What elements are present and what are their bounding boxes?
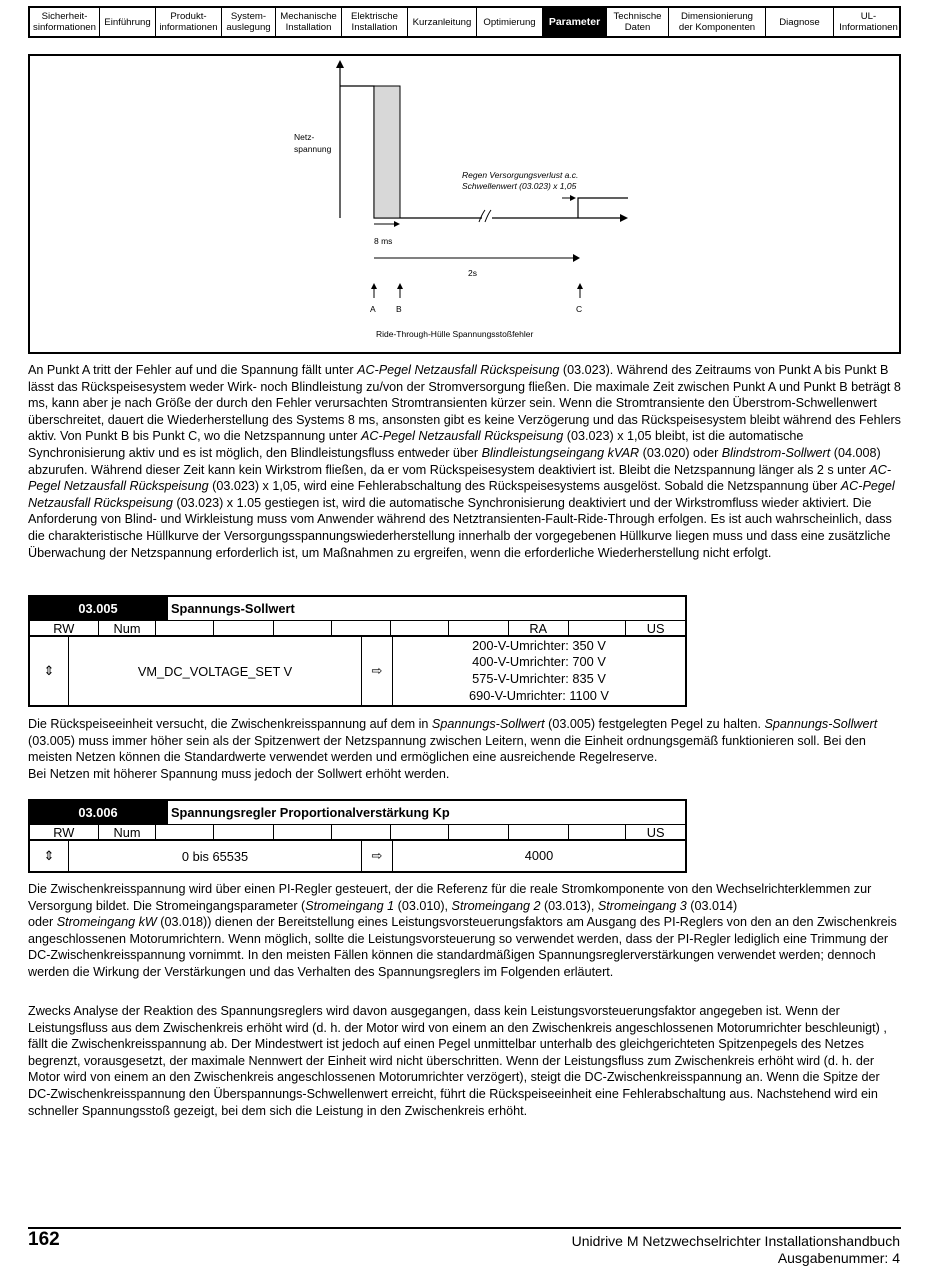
parameter-name: Spannungs-Sollwert xyxy=(166,597,685,620)
nav-tab-elektrische-installation[interactable]: Elektrische Installation xyxy=(342,8,408,36)
flag-cell: Num xyxy=(99,825,157,839)
manual-title: Unidrive M Netzwechselrichter Installationshandbuch xyxy=(571,1233,900,1249)
flag-cell xyxy=(332,825,392,839)
text-run: An Punkt A tritt der Fehler auf und die Spannung fällt unter xyxy=(28,363,358,377)
nav-tab-ul-informationen[interactable]: UL- Informationen xyxy=(839,11,898,33)
flag-cell xyxy=(274,621,332,635)
parameter-name: Spannungsregler Proportionalverstärkung Kp xyxy=(166,801,685,824)
nav-tab-technische-daten[interactable]: Technische Daten xyxy=(607,8,669,36)
parameter-reference: Stromeingang kW xyxy=(56,915,157,930)
default-value: 400-V-Umrichter: 700 V xyxy=(472,654,606,670)
parameter-reference: AC-Pegel Netzausfall Rückspeisung xyxy=(357,363,560,377)
text-run: Bei Netzen mit höherer Spannung muss jedoch der Sollwert erhöht werden. xyxy=(28,766,450,781)
nav-tab-mechanische-installation[interactable]: Mechanische Installation xyxy=(276,8,342,36)
footer-rule xyxy=(28,1227,901,1229)
default-arrow-icon: ⇨ xyxy=(362,637,393,705)
flag-cell xyxy=(391,621,449,635)
arrow-8ms-head xyxy=(394,221,400,227)
parameter-range: VM_DC_VOLTAGE_SET V xyxy=(69,637,362,705)
nav-tab-einführung[interactable]: Einführung xyxy=(100,8,156,36)
parameter-number: 03.005 xyxy=(30,597,166,620)
parameter-reference: Stromeingang 3 xyxy=(597,898,687,913)
point-c-arrowhead xyxy=(577,283,583,289)
text-run: (03.018)) dienen der Bereitstellung eines Leistungsvorsteuerungsfaktors am Ausgang des PI-Reglers von den an den Zwischenkreis angeschlossenen Motorumrichtern. Wenn möglich, sollte die Leistungsvorsteuerung so verwendet werden, dass der PI-Regler lediglich eine Trimmung der DC-Zwischenkreisspannung vornimmt. In den meisten Fällen können die standardmäßigen Spannungsreglerverstärkungen verwendet werden; dennoch werden die Wirkung der Verstärkungen und das Verhalten des Spannungsreglers im Folgenden erläutert. xyxy=(28,915,897,979)
arrow-2s-head xyxy=(573,254,580,262)
ride-through-diagram xyxy=(28,54,901,354)
flag-cell: RW xyxy=(30,621,99,635)
flag-cell: Num xyxy=(99,621,157,635)
parameter-reference: AC-Pegel Netzausfall Rückspeisung xyxy=(28,479,895,510)
issue-number: Ausgabenummer: 4 xyxy=(777,1249,900,1266)
flag-cell xyxy=(214,621,274,635)
parameter-reference: AC-Pegel Netzausfall Rückspeisung xyxy=(361,429,564,444)
parameter-reference: Spannungs-Sollwert xyxy=(764,717,878,731)
page-number: 162 xyxy=(28,1229,60,1250)
flag-cell: RW xyxy=(30,825,99,839)
nav-tab-diagnose[interactable]: Diagnose xyxy=(766,8,834,36)
parameter-reference: Stromeingang 2 xyxy=(451,898,541,913)
point-c-label: C xyxy=(576,304,583,314)
text-run: (03.005) muss immer höher sein als der Spitzenwert der Netzspannung zwischen Leitern, wenn die Einheit ordnungsgemäß funktionieren soll. Bei den meisten Netzen können die Standardwerte verwendet werden und ermöglichen eine ausreichende Regelreserve. xyxy=(28,733,866,765)
flag-cell xyxy=(214,825,274,839)
default-value: 575-V-Umrichter: 835 V xyxy=(472,671,606,686)
flag-cell xyxy=(156,825,214,839)
paragraph-3 xyxy=(28,881,903,981)
point-a-label: A xyxy=(370,304,376,314)
parameter-body xyxy=(30,841,685,871)
text-run: oder xyxy=(28,915,57,930)
text-run: (03.014) xyxy=(686,898,738,913)
nav-tab-dimensionierung-der-komponenten[interactable]: Dimensionierung der Komponenten xyxy=(669,8,766,36)
text-run: (03.013), xyxy=(540,898,598,913)
point-b-arrowhead xyxy=(397,283,403,289)
parameter-reference: AC-Pegel Netzausfall Rückspeisung xyxy=(28,462,892,494)
flag-cell xyxy=(391,825,449,839)
y-axis-label-2: spannung xyxy=(294,144,332,154)
regen-label-2: Schwellenwert (03.023) x 1,05 xyxy=(462,181,577,191)
flag-cell xyxy=(449,621,509,635)
y-axis-label-1: Netz- xyxy=(294,132,315,142)
default-value: 4000 xyxy=(524,847,554,863)
label-8ms: 8 ms xyxy=(374,236,393,246)
parameter-header xyxy=(30,597,685,621)
text-run: (03.010), xyxy=(394,898,452,913)
parameter-table-03005 xyxy=(28,595,687,707)
label-2s: 2s xyxy=(468,268,477,278)
nav-tab-kurzanleitung[interactable]: Kurzanleitung xyxy=(408,8,477,36)
parameter-reference: Stromeingang 1 xyxy=(305,898,395,913)
text-run: (04.008) abzurufen. Während dieser Zeit kann kein Wirkstrom fließen, da er vom Rückspeisesystem deaktiviert ist. Bleibt die Netzspannung länger als 2 s unter xyxy=(28,445,881,477)
default-value: 690-V-Umrichter: 1100 V xyxy=(469,687,609,703)
voltage-curve xyxy=(340,86,482,218)
parameter-reference: Blindleistungseingang kVAR xyxy=(481,445,640,460)
parameter-flags xyxy=(30,825,685,841)
flag-cell: RA xyxy=(509,621,569,635)
bidirectional-icon: ⇕ xyxy=(30,637,69,705)
text-run: Die Zwischenkreisspannung wird über einen PI-Regler gesteuert, der die Referenz für die reale Stromkomponente von den Wechselrichterklemmen zur Versorgung bildet. Die Stromeingangsparameter ( xyxy=(28,882,872,913)
parameter-reference: Spannungs-Sollwert xyxy=(431,717,545,731)
paragraph-1 xyxy=(28,362,903,561)
ride-through-svg xyxy=(30,56,899,352)
flag-cell xyxy=(332,621,392,635)
regen-label-1: Regen Versorgungsverlust a.c. xyxy=(462,170,579,180)
threshold-arrowhead xyxy=(570,195,576,201)
flag-cell xyxy=(274,825,332,839)
text-run: (03.023). Während des Zeitraums von Punkt A bis Punkt B lässt das Rückspeisesystem weder Wirk- noch Blindleistung zu/von der Stromversorgung fließen. Die maximale Zeit zwischen Punkt A und Punkt B beträgt 8 ms, kann aber je nach Größe der durch den Fehler verursachten Stromtransienten kürzer sein. Wenn die Stromtransiente den Überstrom-Schwellenwert überschreitet, dauert die Wiederherstellung des Systems 8 ms, ansonsten gibt es keine Verzögerung und das Rückspeisesystem bleibt während des Fehlers aktiv. Von Punkt B bis Punkt C, wo die Netzspannung unter xyxy=(28,363,901,444)
chapter-nav xyxy=(28,6,901,38)
point-b-label: B xyxy=(396,304,402,314)
flag-cell xyxy=(156,621,214,635)
text-run: Zwecks Analyse der Reaktion des Spannungsreglers wird davon ausgegangen, dass kein Leistungsvorsteuerungsfaktor angegeben ist. Wenn der Leistungsfluss aus dem Zwischenkreis erhöht wird (d. h. der Motor wird von einem an den Zwischenkreis angeschlossenen Motorumrichter beschleunigt) , fällt die Zwischenkreisspannung ab. Der Mindestwert ist jedoch auf einen Pegel unmittelbar unterhalb des gleichgerichteten Spitzenpegels des Netzes begrenzt, vorausgesetzt, der maximale Nennwert der Einheit wird nicht überschritten. Wenn der Leistungsfluss zum Zwischenkreis erhöht wird (d. h. der Motor wird von einem an den Zwischenkreis angeschlossenen Motorumrichter verzögert), steigt die DC-Zwischenkreisspannung an. Wenn die Spitze der DC-Zwischenkreisspannung den Überspannungs-Schwellenwert erreicht, führt die Rückspeiseeinheit eine Fehlerabschaltung aus. Nachstehend wird ein schneller Spannungsstoß gezeigt, bei dem sich die Leistung in den Zwischenkreis erhöht. xyxy=(28,1004,887,1118)
paragraph-4 xyxy=(28,1003,903,1119)
nav-tab-parameter[interactable]: Parameter xyxy=(543,8,607,36)
text-run: (03.020) oder xyxy=(639,445,722,460)
text-run: (03.023) x 1.05 gestiegen ist, wird die automatische Synchronisierung deaktiviert und der Wirkstromfluss wieder aktiviert. Die Anforderung von Blind- und Wirkleistung muss vom Anwender während des Netztransienten-Fault-Ride-Through erfolgen. Es ist auch wahrscheinlich, dass die charakteristische Hüllkurve der Versorgungsspannungswiederherstellung innerhalb der vorgegebenen Hüllkurve liegen muss und dass eine zusätzliche Überwachung der Netzspannung erforderlich ist, um Maßnahmen zu ergreifen, wenn die erforderliche Wiederherstellung nicht erfolgt. xyxy=(28,495,892,560)
default-value: 200-V-Umrichter: 350 V xyxy=(472,637,606,653)
nav-tab-sicherheit-sinformationen[interactable]: Sicherheit- sinformationen xyxy=(30,8,100,36)
parameter-number: 03.006 xyxy=(30,801,166,824)
point-a-arrowhead xyxy=(371,283,377,289)
text-run: (03.023) x 1,05 bleibt, ist die automatische Synchronisierung aktiv und es ist möglich, den Blindleistungsfluss entweder über xyxy=(28,429,804,460)
time-axis-arrowhead xyxy=(620,214,628,222)
parameter-reference: Blindstrom-Sollwert xyxy=(721,445,831,460)
parameter-defaults xyxy=(393,841,685,871)
default-arrow-icon: ⇨ xyxy=(362,841,393,871)
nav-tab-optimierung[interactable]: Optimierung xyxy=(477,8,543,36)
parameter-body xyxy=(30,637,685,705)
text-run: (03.005) festgelegten Pegel zu halten. xyxy=(544,717,765,731)
parameter-defaults xyxy=(393,637,685,705)
parameter-range: 0 bis 65535 xyxy=(69,841,362,871)
flag-cell xyxy=(449,825,509,839)
y-axis-arrowhead xyxy=(336,60,344,68)
figure-caption: Ride-Through-Hülle Spannungsstoßfehler xyxy=(376,329,534,339)
text-run: (03.023) x 1,05, wird eine Fehlerabschaltung des Rückspeisesystems ausgelöst. Sobald die Netzspannung über xyxy=(208,479,841,494)
parameter-header xyxy=(30,801,685,825)
flag-cell: US xyxy=(646,620,665,636)
footer-title-block xyxy=(572,1233,900,1266)
axis-break-icon xyxy=(479,210,491,222)
flag-cell: US xyxy=(646,824,665,840)
paragraph-2 xyxy=(28,716,903,782)
flag-cell xyxy=(569,825,627,839)
bidirectional-icon: ⇕ xyxy=(30,841,69,871)
text-run: Die Rückspeiseeinheit versucht, die Zwischenkreisspannung auf dem in xyxy=(28,717,432,731)
parameter-table-03006 xyxy=(28,799,687,873)
flag-cell xyxy=(509,825,569,839)
nav-tab-system-auslegung[interactable]: System- auslegung xyxy=(222,8,276,36)
flag-cell xyxy=(569,621,627,635)
nav-tab-produkt-informationen[interactable]: Produkt- informationen xyxy=(156,8,222,36)
parameter-flags xyxy=(30,621,685,637)
fault-8ms-region xyxy=(374,86,400,218)
